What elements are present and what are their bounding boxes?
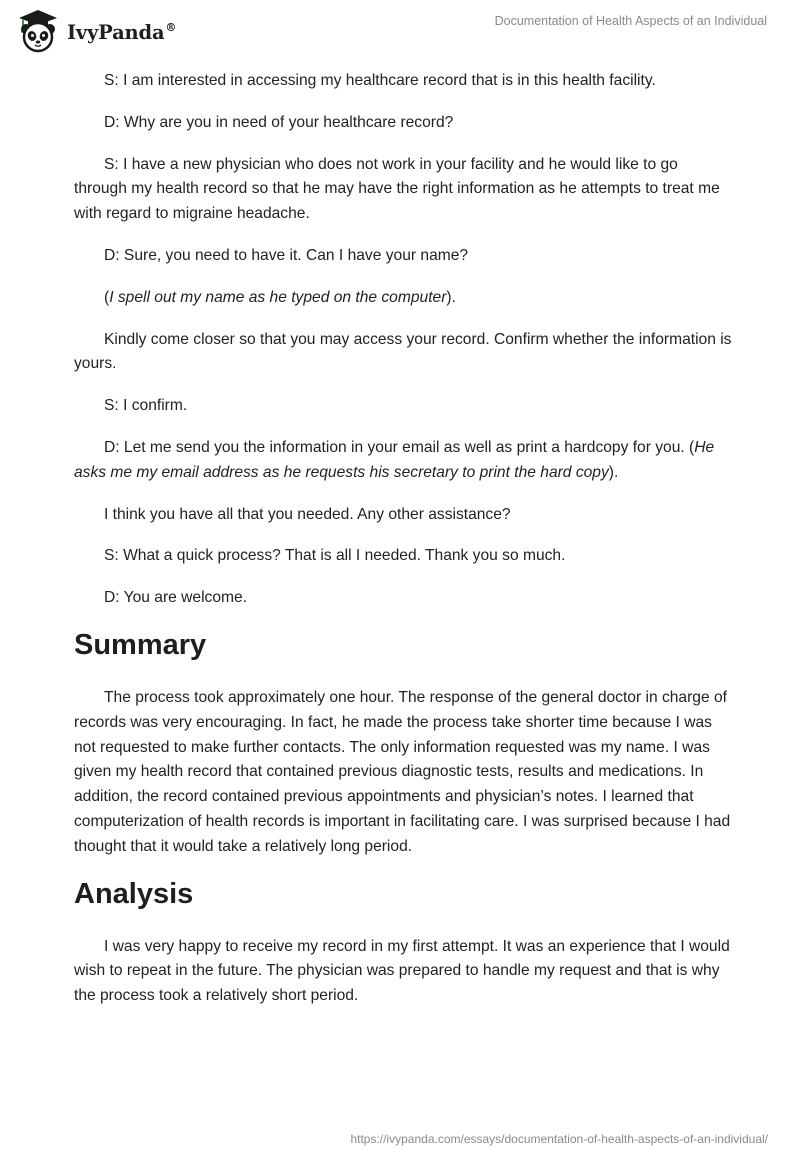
logo-text: IvyPanda® [67, 20, 177, 44]
dialogue-line-9: I think you have all that you needed. Any other assistance? [104, 505, 511, 523]
italic-segment: He asks me my email address as he requests his secretary to print the hard copy [74, 438, 715, 481]
source-url[interactable]: https://ivypanda.com/essays/documentation-of-health-aspects-of-an-individual/ [350, 1132, 768, 1146]
text-segment: D: Let me send you the information in your email as well as print a hardcopy for you. ( [104, 438, 695, 456]
dialogue-line-6: Kindly come closer so that you may access your record. Confirm whether the information is yours. [74, 330, 732, 373]
analysis-paragraph: I was very happy to receive my record in my first attempt. It was an experience that I would wish to repeat in the future. The physician was prepared to handle my request and that is why the process took a relatively short period. [74, 937, 730, 1005]
dialogue-line-3: S: I have a new physician who does not work in your facility and he would like to go through my health record so that he may have the right information as he attempts to treat me with regard to migraine headache. [74, 155, 720, 223]
dialogue-line-10: S: What a quick process? That is all I needed. Thank you so much. [104, 547, 566, 565]
dialogue-line-5 [74, 286, 734, 311]
page-header [0, 0, 800, 60]
dialogue-line-2: D: Why are you in need of your healthcare record? [104, 113, 454, 131]
dialogue-line-8 [74, 436, 734, 486]
text-segment: ). [446, 288, 456, 306]
document-title: Documentation of Health Aspects of an Individual [494, 14, 767, 28]
text-segment: ( [104, 288, 110, 306]
dialogue-line-11: D: You are welcome. [104, 589, 248, 607]
summary-heading: Summary [74, 628, 207, 661]
dialogue-line-4: D: Sure, you need to have it. Can I have your name? [104, 246, 469, 264]
registered-mark: ® [165, 20, 177, 34]
summary-paragraph: The process took approximately one hour. The response of the general doctor in charge of records was very encouraging. In fact, he made the process take shorter time because I was not requested to make further contacts. The only information requested was my name. I was given my health record that contained previous diagnostic tests, results and medications. In addition, the record contained previous appointments and physician’s notes. I learned that computerization of health records is important in facilitating care. I was surprised because I had thought that it would take a relatively long period. [74, 688, 731, 855]
text-segment: ). [608, 463, 619, 481]
italic-segment: I spell out my name as he typed on the computer [109, 288, 447, 306]
dialogue-line-7: S: I confirm. [104, 397, 188, 415]
logo[interactable] [15, 8, 176, 54]
dialogue-line-1: S: I am interested in accessing my healthcare record that is in this health facility. [104, 72, 656, 89]
analysis-heading: Analysis [74, 877, 194, 910]
essay-content [74, 69, 734, 1026]
panda-logo-icon [15, 8, 61, 54]
